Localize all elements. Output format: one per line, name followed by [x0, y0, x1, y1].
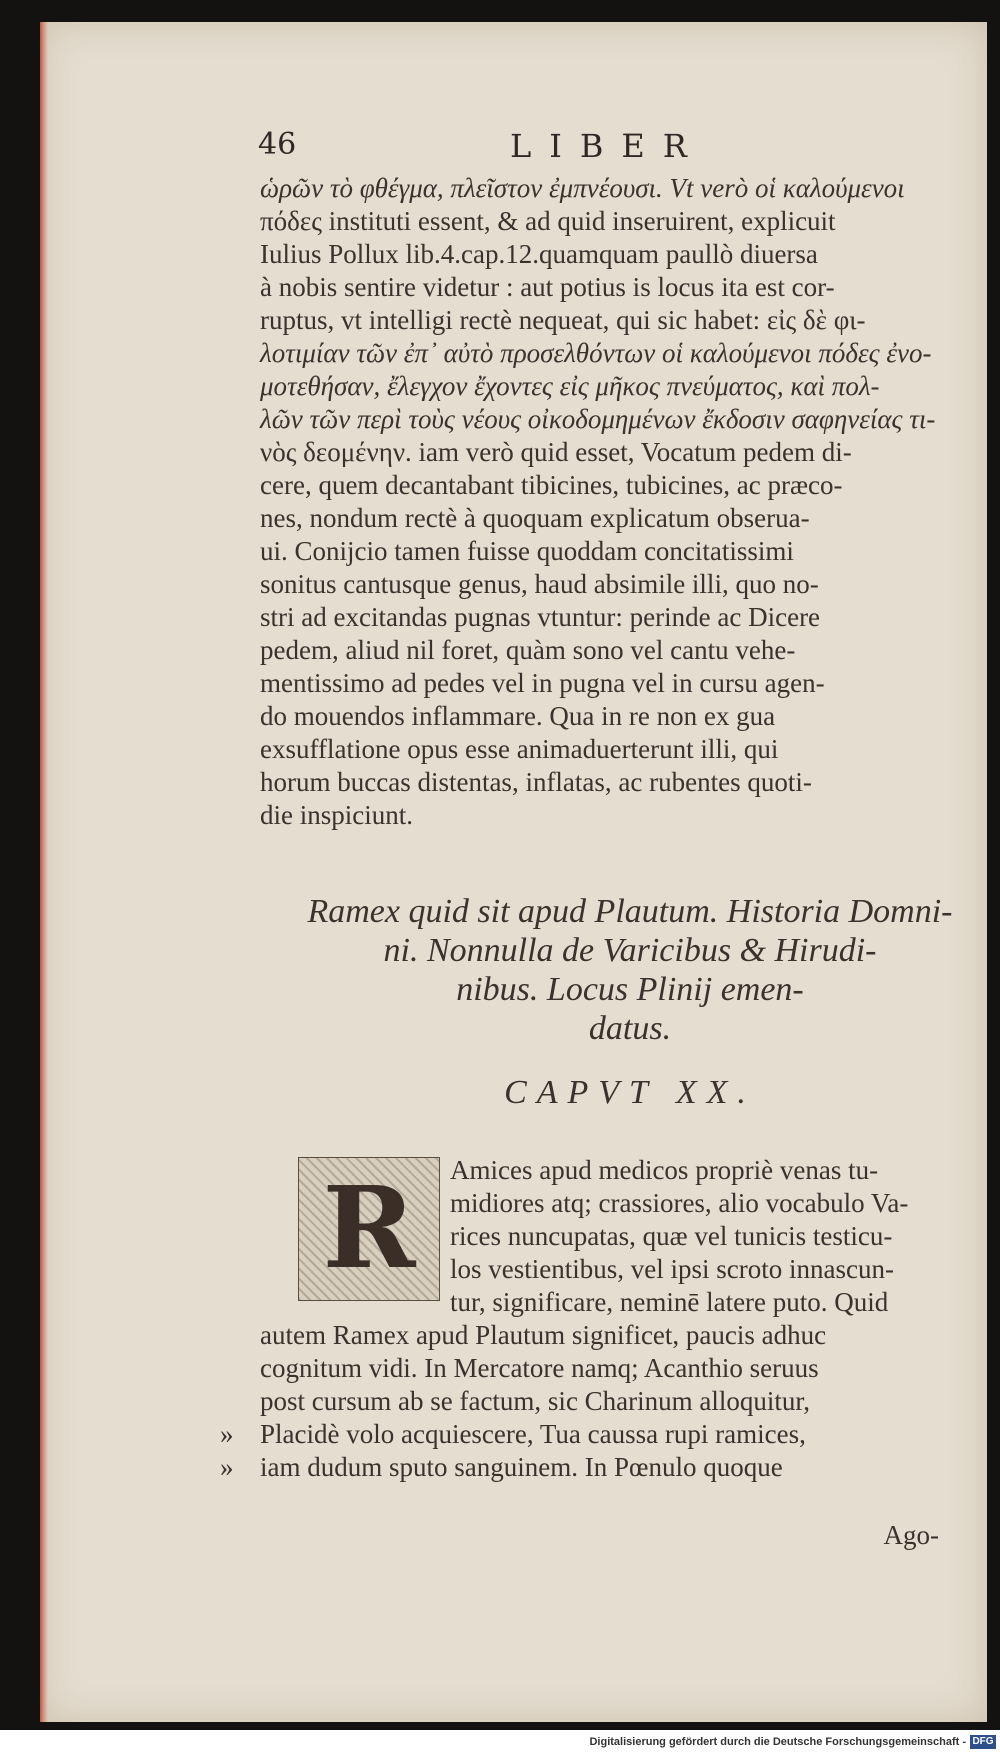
text-line: [260, 1319, 980, 1352]
text-line: [260, 1385, 980, 1418]
text-line: sonitus cantusque genus, haud absimile illi, quo no-: [260, 569, 819, 599]
text-line: νὸς δεομένην. iam verò quid esset, Vocatum pedem di-: [260, 437, 852, 467]
text-line: tur, significare, neminē latere puto. Quid: [450, 1287, 889, 1317]
page-number: 46: [258, 127, 297, 162]
line-text: cognitum vidi. In Mercatore namq; Acanthio seruus: [260, 1353, 819, 1383]
dfg-logo: DFG: [970, 1735, 996, 1749]
footer-bar: [0, 1730, 1000, 1755]
text-line: μοτεθήσαν, ἔλεγχον ἔχοντες εἰς μῆκος πνεύματος, καὶ πολ-: [260, 371, 880, 401]
line-text: Placidè volo acquiescere, Tua caussa rupi ramices,: [260, 1419, 806, 1449]
funding-note: Digitalisierung gefördert durch die Deutsche Forschungsgemeinschaft -: [589, 1736, 966, 1748]
text-line: Iulius Pollux lib.4.cap.12.quamquam paullò diuersa: [260, 239, 818, 269]
summary-line: Ramex quid sit apud Plautum. Historia Domni-: [307, 893, 953, 930]
text-line: los vestientibus, vel ipsi scroto innascun-: [450, 1254, 894, 1284]
summary-line: datus.: [588, 1010, 672, 1047]
text-line: ὡρῶν τὸ φθέγμα, πλεῖστον ἐμπνέουσι. Vt verò οἱ καλούμενοι: [260, 173, 905, 203]
indented-text: [450, 1154, 980, 1319]
text-line: Amices apud medicos propriè venas tu-: [450, 1155, 879, 1185]
page-edge: [40, 22, 48, 1722]
text-line: [260, 1352, 980, 1385]
initial-letter: R: [322, 1163, 416, 1294]
text-line: [220, 1451, 980, 1484]
text-line: λῶν τῶν περὶ τοὺς νέους οἰκοδομημένων ἔκδοσιν σαφηνείας τι-: [260, 404, 936, 434]
text-line: die inspiciunt.: [260, 800, 413, 830]
quote-mark: »: [220, 1452, 234, 1482]
text-line: λοτιμίαν τῶν ἐπ᾽ αὐτὸ προσελθόντων οἱ καλούμενοι πόδες ἐνο-: [260, 338, 932, 368]
line-text: post cursum ab se factum, sic Charinum alloquitur,: [260, 1386, 811, 1416]
summary-line: nibus. Locus Plinij emen-: [456, 971, 804, 1008]
text-line: pedem, aliud nil foret, quàm sono vel cantu vehe-: [260, 635, 796, 665]
text-line: do mouendos inflammare. Qua in re non ex gua: [260, 701, 776, 731]
catchword: Ago-: [883, 1520, 939, 1550]
text-line: stri ad excitandas pugnas vtuntur: perinde ac Dicere: [260, 602, 821, 632]
line-text: autem Ramex apud Plautum significet, paucis adhuc: [260, 1320, 827, 1350]
text-line: rices nuncupatas, quæ vel tunicis testicu-: [450, 1221, 893, 1251]
line-text: iam dudum sputo sanguinem. In Pœnulo quoque: [260, 1452, 783, 1482]
quote-mark: »: [220, 1419, 234, 1449]
text-line: ui. Conijcio tamen fuisse quoddam concitatissimi: [260, 536, 794, 566]
text-line: cere, quem decantabant tibicines, tubicines, ac præco-: [260, 470, 843, 500]
continued-text: [220, 1319, 980, 1484]
book-page: [40, 22, 987, 1722]
text-line: πόδες instituti essent, & ad quid inseruirent, explicuit: [260, 206, 836, 236]
text-line: [220, 1418, 980, 1451]
text-line: exsufflatione opus esse animaduerterunt illi, qui: [260, 734, 779, 764]
text-line: à nobis sentire videtur : aut potius is locus ita est cor-: [260, 272, 835, 302]
text-line: horum buccas distentas, inflatas, ac rubentes quoti-: [260, 767, 812, 797]
summary-line: ni. Nonnulla de Varicibus & Hirudi-: [383, 932, 877, 969]
text-line: midiores atq; crassiores, alio vocabulo Va-: [450, 1188, 909, 1218]
text-line: mentissimo ad pedes vel in pugna vel in cursu agen-: [260, 668, 825, 698]
running-head: LIBER: [510, 127, 705, 165]
page-header: [40, 127, 987, 177]
chapter-summary: [280, 892, 980, 1048]
decorated-initial: [298, 1157, 440, 1301]
chapter-heading: CAPVT XX.: [504, 1074, 756, 1111]
text-line: nes, nondum rectè à quoquam explicatum obserua-: [260, 503, 810, 533]
main-text: [260, 172, 980, 832]
text-line: ruptus, vt intelligi rectè nequeat, qui sic habet: εἰς δὲ φι-: [260, 305, 866, 335]
